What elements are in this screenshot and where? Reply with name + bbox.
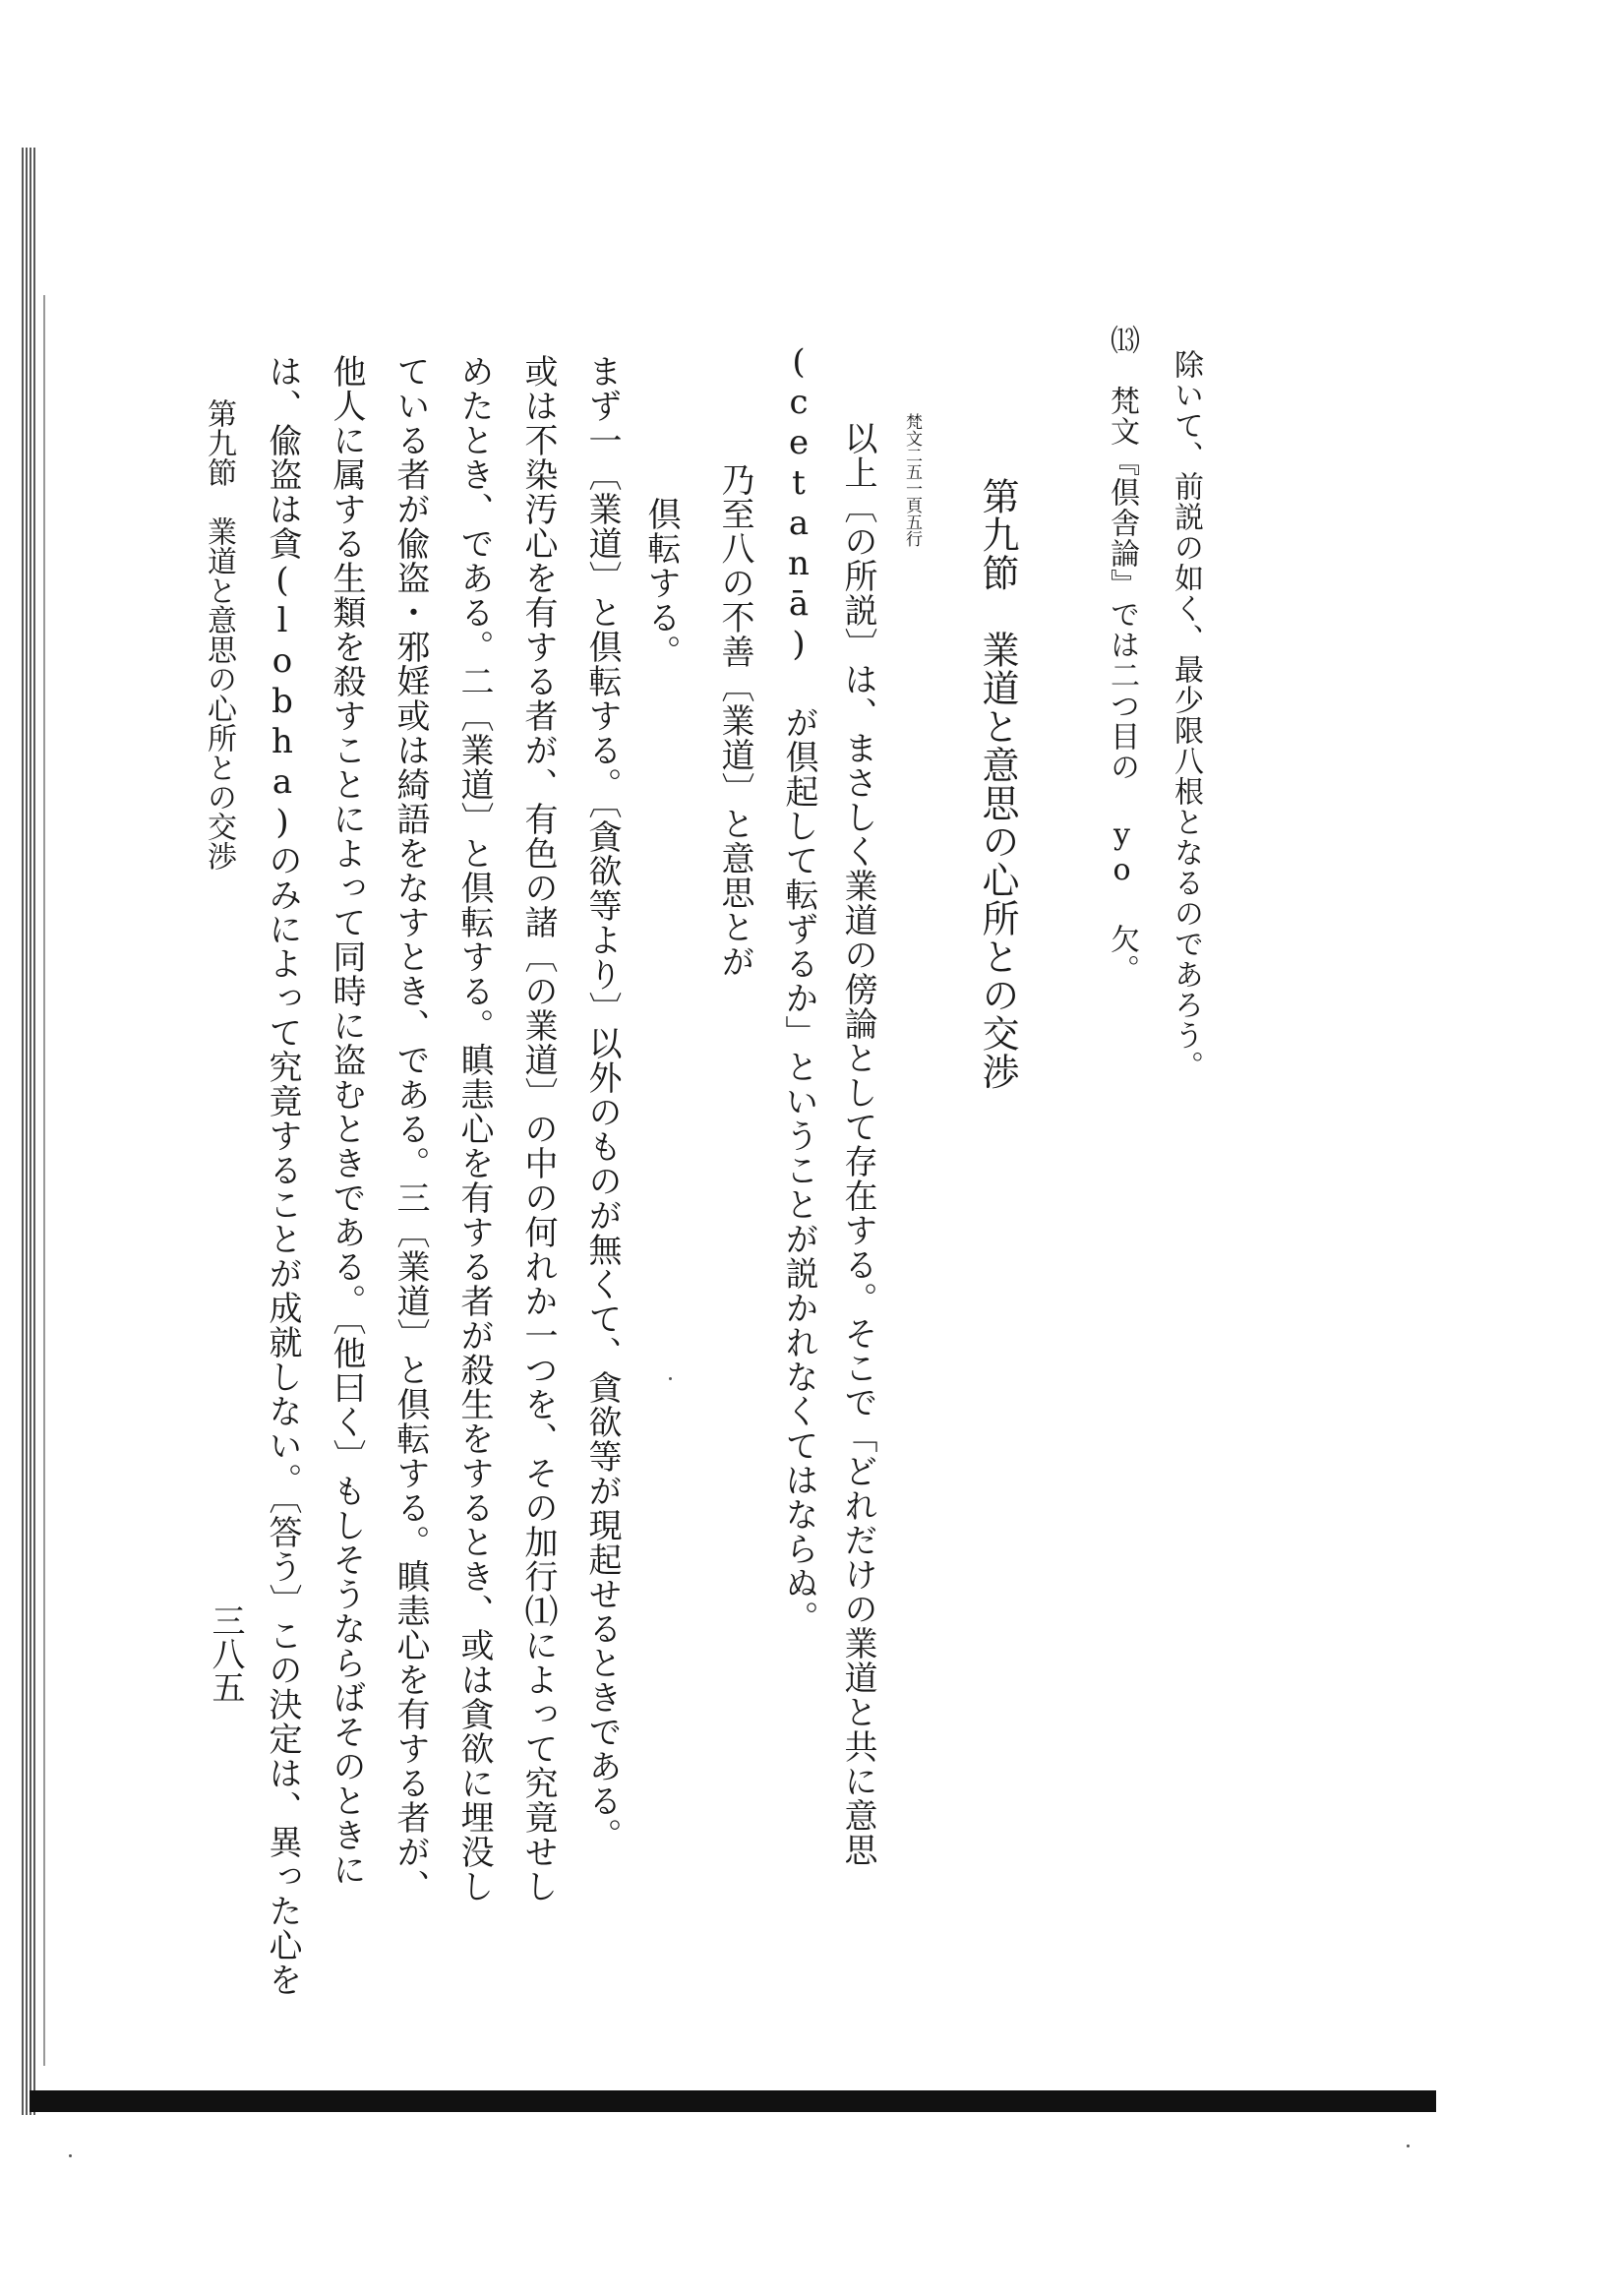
section-heading: 第九節 業道と意思の心所との交渉 <box>976 477 1019 1091</box>
scan-edge-bar <box>30 2090 1436 2112</box>
book-spine-edge <box>22 148 35 2115</box>
scan-speck <box>669 1377 672 1380</box>
page-fold-line <box>43 295 45 2066</box>
scan-speck <box>1407 2145 1410 2147</box>
body-line-9: 他人に属する生類を殺すことによって同時に盗むときである。〔他曰く〕もしそうならばそのときに <box>327 354 366 1887</box>
body-line-4: 倶転する。 <box>641 497 681 669</box>
body-line-2: (cetanā) が倶起して転ずるか」ということが説かれなくてはならぬ。 <box>779 342 818 1635</box>
footnote-line-2: ⒀ 梵文『倶舎論』では二つ目の yo 欠。 <box>1105 325 1139 985</box>
footnote-line-1: 除いて、前説の如く、最少限八根となるのであろう。 <box>1169 349 1203 1081</box>
running-head: 第九節 業道と意思の心所との交渉 <box>202 398 236 871</box>
body-line-1: 以上〔の所説〕は、まさしく業道の傍論として存在する。そこで「どれだけの業道と共に意思 <box>838 421 877 1867</box>
body-line-3: 乃至八の不善〔業道〕と意思とが <box>715 462 754 979</box>
margin-reference: 梵文二五一頁五行 <box>902 413 922 547</box>
body-line-10: は、偸盗は貪(lobha)のみによって究竟することが成就しない。〔答う〕この決定は、異った心を <box>263 354 302 1997</box>
body-line-5: まず一〔業道〕と倶転する。〔貪欲等より〕以外のものが無くて、貪欲等が現起せるときである。 <box>582 354 622 1852</box>
body-line-7: めたとき、である。二〔業道〕と倶転する。瞋恚心を有する者が殺生をするとき、或は貪欲に埋没し <box>454 354 494 1903</box>
page-number: 三八五 <box>206 1603 245 1704</box>
body-line-6: 或は不染汚心を有する者が、有色の諸〔の業道〕の中の何れか一つを、その加行⑴によって究竟せし <box>518 354 558 1903</box>
body-line-8: ている者が偸盗・邪婬或は綺語をなすとき、である。三〔業道〕と倶転する。瞋恚心を有する者が、 <box>391 354 430 1903</box>
scan-speck <box>69 2154 72 2157</box>
